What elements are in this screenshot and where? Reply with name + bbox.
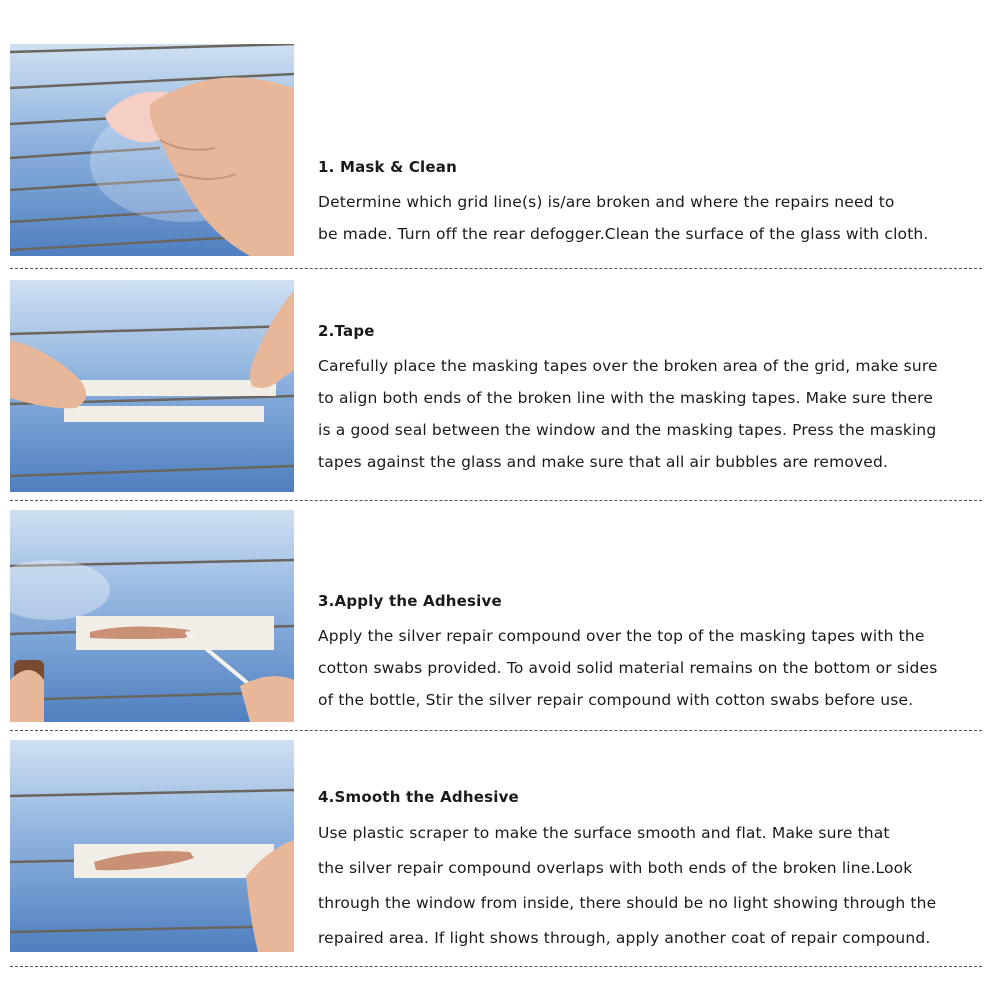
description-line: Carefully place the masking tapes over the broken area of the grid, make sure	[318, 357, 938, 375]
description-line: is a good seal between the window and the masking tapes. Press the masking	[318, 421, 937, 439]
dashed-divider	[10, 500, 982, 501]
description-line: through the window from inside, there should be no light showing through the	[318, 894, 937, 912]
step-description	[318, 816, 998, 956]
step-title: 3.Apply the Adhesive	[318, 592, 502, 610]
applying-adhesive-photo	[10, 510, 294, 722]
description-line: of the bottle, Stir the silver repair compound with cotton swabs before use.	[318, 691, 914, 709]
step-3-text	[318, 592, 998, 716]
description-line: Determine which grid line(s) is/are broken and where the repairs need to	[318, 193, 895, 211]
description-line: cotton swabs provided. To avoid solid material remains on the bottom or sides	[318, 659, 938, 677]
description-line: the silver repair compound overlaps with both ends of the broken line.Look	[318, 859, 913, 877]
step-title: 1. Mask & Clean	[318, 158, 457, 176]
step-4-text	[318, 788, 998, 956]
step-title: 4.Smooth the Adhesive	[318, 788, 519, 806]
dashed-divider	[10, 268, 982, 269]
hands-applying-tape-photo	[10, 280, 294, 492]
description-line: Apply the silver repair compound over the top of the masking tapes with the	[318, 627, 925, 645]
step-title: 2.Tape	[318, 322, 375, 340]
description-line: be made. Turn off the rear defogger.Clean the surface of the glass with cloth.	[318, 225, 929, 243]
step-description	[318, 350, 998, 478]
description-line: to align both ends of the broken line with the masking tapes. Make sure there	[318, 389, 934, 407]
step-description	[318, 620, 998, 716]
step-2-text	[318, 322, 998, 478]
dashed-divider	[10, 730, 982, 731]
step-1-text	[318, 158, 998, 250]
description-line: tapes against the glass and make sure that all air bubbles are removed.	[318, 453, 889, 471]
step-description	[318, 186, 998, 250]
dashed-divider	[10, 966, 982, 967]
description-line: Use plastic scraper to make the surface smooth and flat. Make sure that	[318, 824, 890, 842]
hand-cleaning-glass-photo	[10, 44, 294, 256]
description-line: repaired area. If light shows through, apply another coat of repair compound.	[318, 929, 931, 947]
smoothing-adhesive-photo	[10, 740, 294, 952]
